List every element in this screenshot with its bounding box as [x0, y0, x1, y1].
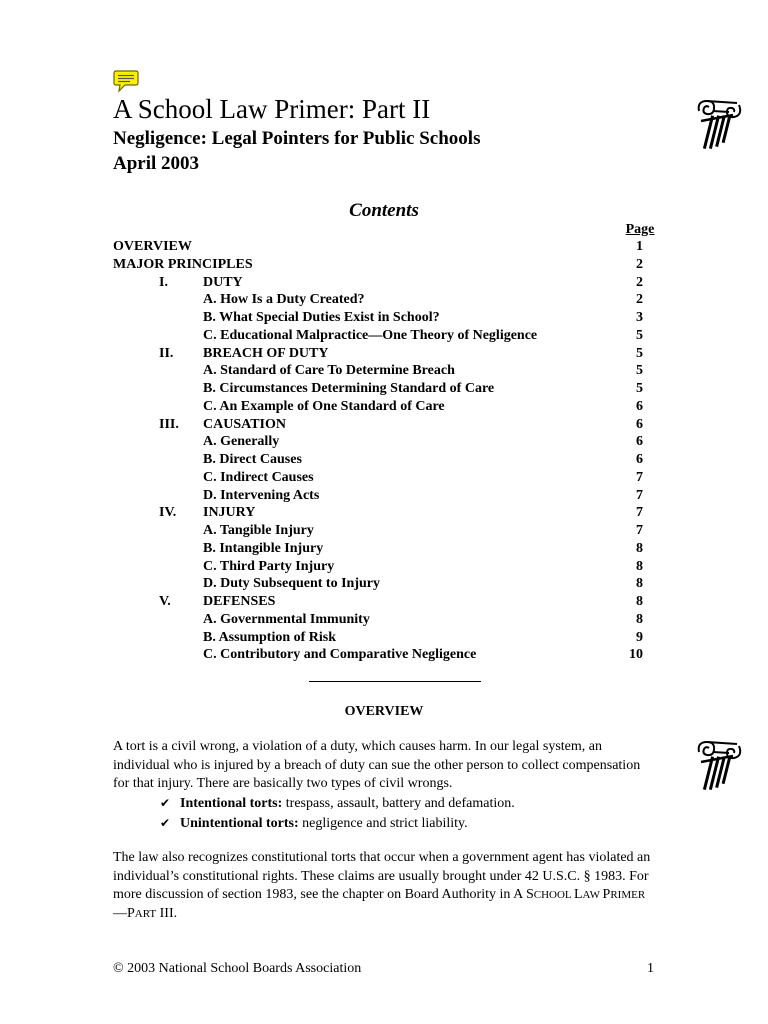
toc-entry-title: A. Governmental Immunity: [203, 611, 370, 627]
sticky-note-comment-icon[interactable]: [113, 69, 139, 93]
toc-entry-page: 8: [636, 594, 643, 609]
ionic-column-capital-icon: [693, 738, 745, 796]
toc-entry-page: 6: [636, 416, 643, 432]
toc-entry-page: 8: [636, 558, 643, 574]
toc-entry-title: C. Contributory and Comparative Negligence: [203, 647, 477, 663]
toc-entry-title: MAJOR PRINCIPLES: [113, 256, 253, 272]
toc-entry[interactable]: [113, 274, 663, 292]
toc-entry-page: 2: [636, 274, 643, 290]
toc-entry-number: II.: [159, 345, 174, 361]
toc-entry[interactable]: [113, 433, 663, 451]
toc-entry[interactable]: [113, 309, 663, 327]
list-item: [160, 814, 515, 834]
toc-entry-title: C. Third Party Injury: [203, 558, 335, 574]
toc-entry-title: B. Intangible Injury: [203, 540, 324, 556]
toc-entry-title: A. Tangible Injury: [203, 523, 314, 538]
bullet-text: negligence and strict liability.: [298, 815, 468, 831]
table-of-contents: [113, 238, 663, 664]
toc-entry-title: C. Indirect Causes: [203, 469, 314, 485]
toc-entry-page: 6: [636, 452, 643, 467]
toc-entry-page: 5: [636, 381, 643, 396]
toc-entry-page: 6: [636, 398, 643, 414]
toc-entry-title: CAUSATION: [203, 416, 286, 432]
toc-entry-title: DUTY: [203, 274, 243, 290]
toc-entry-page: 7: [636, 487, 643, 503]
toc-entry-number: V.: [159, 594, 171, 609]
checkmark-icon: ✔: [160, 815, 171, 830]
toc-entry[interactable]: [113, 238, 663, 256]
toc-entry[interactable]: [113, 575, 663, 593]
toc-entry-title: BREACH OF DUTY: [203, 345, 329, 361]
toc-entry-number: IV.: [159, 505, 177, 521]
toc-entry-title: OVERVIEW: [113, 239, 192, 254]
toc-entry-page: 2: [636, 292, 643, 308]
toc-entry-page: 9: [636, 629, 643, 645]
toc-entry[interactable]: [113, 487, 663, 505]
toc-entry-number: III.: [159, 416, 179, 432]
toc-entry-title: C. An Example of One Standard of Care: [203, 398, 445, 414]
document-subtitle: Negligence: Legal Pointers for Public Schools: [113, 128, 481, 149]
document-date: April 2003: [113, 153, 200, 174]
toc-entry[interactable]: [113, 451, 663, 469]
toc-entry[interactable]: [113, 327, 663, 345]
toc-entry[interactable]: [113, 504, 663, 522]
toc-entry-title: DEFENSES: [203, 594, 276, 609]
contents-heading: Contents: [349, 200, 419, 221]
toc-entry-title: B. Assumption of Risk: [203, 629, 337, 645]
list-item: [160, 794, 515, 814]
toc-entry[interactable]: [113, 593, 663, 611]
toc-entry[interactable]: [113, 522, 663, 540]
toc-entry[interactable]: [113, 558, 663, 576]
toc-entry[interactable]: [113, 256, 663, 274]
bullet-term: Intentional torts:: [180, 796, 283, 811]
toc-entry[interactable]: [113, 362, 663, 380]
document-title: A School Law Primer: Part II: [113, 94, 431, 124]
tort-types-list: [160, 794, 515, 833]
toc-entry-page: 5: [636, 363, 643, 379]
toc-entry-title: B. Circumstances Determining Standard of Care: [203, 381, 495, 396]
toc-entry-page: 8: [636, 540, 643, 556]
toc-entry-page: 8: [636, 576, 643, 592]
toc-entry-page: 10: [629, 647, 643, 663]
overview-paragraph-1: A tort is a civil wrong, a violation of a duty, which causes harm. In our legal system, an individual who is injured by a breach of duty can sue the other person to collect compensation for that injury. There are basically two types of civil wrongs.: [113, 739, 641, 792]
toc-entry-title: B. What Special Duties Exist in School?: [203, 310, 440, 325]
footer-page-number: 1: [647, 961, 654, 976]
toc-entry[interactable]: [113, 611, 663, 629]
toc-entry[interactable]: [113, 646, 663, 664]
toc-entry[interactable]: [113, 398, 663, 416]
toc-entry-page: 1: [636, 239, 643, 254]
toc-entry-number: I.: [159, 274, 168, 290]
toc-entry-title: A. How Is a Duty Created?: [203, 292, 365, 308]
toc-entry-title: D. Duty Subsequent to Injury: [203, 576, 380, 592]
toc-entry-title: D. Intervening Acts: [203, 487, 320, 503]
primer-reference: A SCHOOL LAW PRIMER—PART III.: [113, 887, 646, 921]
overview-paragraph-2: [113, 849, 653, 923]
bullet-term: Unintentional torts:: [180, 815, 299, 831]
toc-entry-title: A. Standard of Care To Determine Breach: [203, 363, 455, 379]
overview-heading: OVERVIEW: [344, 704, 424, 719]
toc-entry[interactable]: [113, 380, 663, 398]
toc-entry[interactable]: [113, 469, 663, 487]
ionic-column-capital-icon: [693, 97, 745, 155]
section-divider: [309, 681, 481, 682]
toc-entry[interactable]: [113, 416, 663, 434]
toc-entry-page: 2: [636, 256, 643, 272]
toc-entry-title: C. Educational Malpractice—One Theory of Negligence: [203, 327, 538, 343]
toc-entry[interactable]: [113, 291, 663, 309]
toc-entry-title: A. Generally: [203, 434, 280, 450]
toc-entry[interactable]: [113, 540, 663, 558]
toc-entry-page: 7: [636, 505, 643, 521]
toc-entry-page: 6: [636, 434, 643, 450]
toc-entry-page: 5: [636, 345, 643, 361]
toc-entry-page: 7: [636, 523, 643, 538]
checkmark-icon: ✔: [160, 796, 171, 810]
paragraph-text: The law also recognizes constitutional torts that occur when a government agent has violated an individual’s constitutional rights. These claims are usually brought under 42 U.S.C. § 1983. For more discussion of section 1983, see the chapter on Board Authority in: [113, 850, 651, 903]
toc-entry[interactable]: [113, 629, 663, 647]
toc-entry-page: 7: [636, 469, 643, 485]
toc-entry-page: 3: [636, 310, 643, 325]
toc-entry-title: B. Direct Causes: [203, 452, 302, 467]
toc-entry-title: INJURY: [203, 505, 256, 521]
footer-copyright: © 2003 National School Boards Association: [113, 961, 362, 976]
bullet-text: trespass, assault, battery and defamation.: [282, 796, 515, 811]
toc-entry[interactable]: [113, 345, 663, 363]
toc-entry-page: 8: [636, 611, 643, 627]
toc-entry-page: 5: [636, 327, 643, 343]
page-column-label: Page: [625, 222, 655, 237]
